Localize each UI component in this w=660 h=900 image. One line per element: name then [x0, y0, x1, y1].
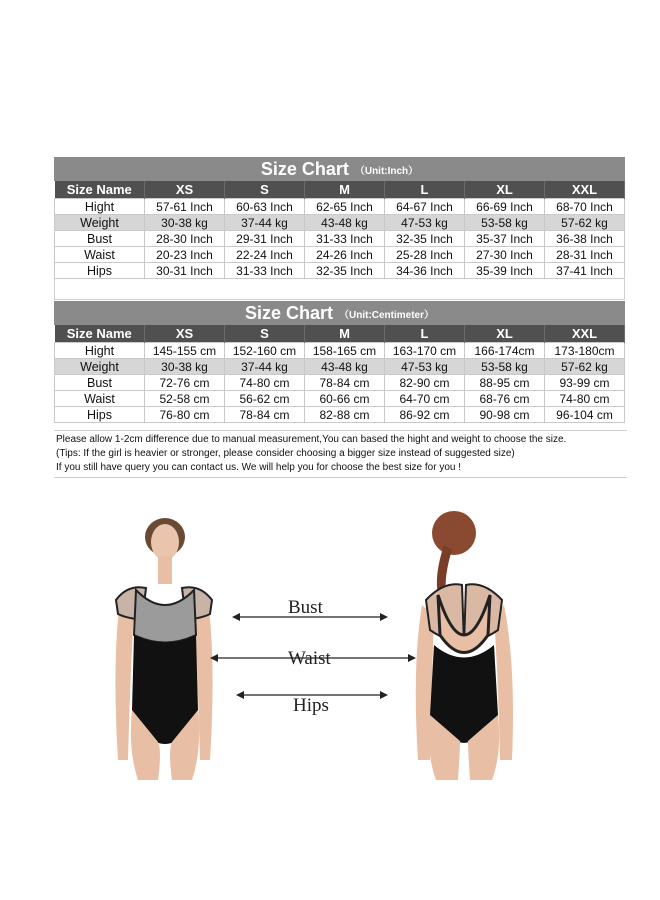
table-row: [55, 343, 625, 359]
header-s: S: [225, 181, 305, 199]
table-cell: 60-66 cm: [305, 391, 385, 407]
row-label: Waist: [55, 391, 145, 407]
table-cell: 32-35 Inch: [305, 263, 385, 279]
size-notes: [54, 430, 627, 478]
row-label: Hight: [55, 199, 145, 215]
table-cell: 28-30 Inch: [145, 231, 225, 247]
table-row: [55, 215, 625, 231]
header-l: L: [385, 325, 465, 343]
bust-arrow: [232, 612, 388, 622]
table-cell: 152-160 cm: [225, 343, 305, 359]
table-cell: 36-38 Inch: [545, 231, 625, 247]
header-xl: XL: [465, 325, 545, 343]
table-cell: 57-61 Inch: [145, 199, 225, 215]
back-model-figure: [404, 505, 524, 780]
table-cell: 37-41 Inch: [545, 263, 625, 279]
bust-label: Bust: [288, 597, 323, 618]
note-measurement: Please allow 1-2cm difference due to manual measurement,You can based the hight and weight to choose the size.: [56, 434, 567, 445]
table-cell: 96-104 cm: [545, 407, 625, 423]
table-row: [55, 375, 625, 391]
table-cell: 37-44 kg: [225, 215, 305, 231]
waist-label: Waist: [288, 648, 331, 669]
table-cell: 173-180cm: [545, 343, 625, 359]
table-cell: 32-35 Inch: [385, 231, 465, 247]
table-cell: 30-31 Inch: [145, 263, 225, 279]
table-cell: 27-30 Inch: [465, 247, 545, 263]
row-label: Hight: [55, 343, 145, 359]
table-row: [55, 391, 625, 407]
table-cell: 82-90 cm: [385, 375, 465, 391]
table-cell: 28-31 Inch: [545, 247, 625, 263]
table-cell: 68-76 cm: [465, 391, 545, 407]
chart-divider: [54, 276, 625, 300]
table-cell: 64-67 Inch: [385, 199, 465, 215]
table-cell: 20-23 Inch: [145, 247, 225, 263]
table-cell: 88-95 cm: [465, 375, 545, 391]
table-cell: 29-31 Inch: [225, 231, 305, 247]
table-cell: 43-48 kg: [305, 359, 385, 375]
table-row: [55, 359, 625, 375]
table-cell: 74-80 cm: [545, 391, 625, 407]
table-cell: 53-58 kg: [465, 215, 545, 231]
table-cell: 90-98 cm: [465, 407, 545, 423]
header-xs: XS: [145, 325, 225, 343]
table-cell: 76-80 cm: [145, 407, 225, 423]
header-xxl: XXL: [545, 181, 625, 199]
table-row: [55, 199, 625, 215]
header-m: M: [305, 181, 385, 199]
header-size-name: Size Name: [55, 181, 145, 199]
header-xxl: XXL: [545, 325, 625, 343]
cm-chart-title: Size Chart: [244, 302, 333, 323]
cm-size-chart: [54, 301, 625, 423]
inch-chart-title: Size Chart: [260, 158, 349, 179]
table-cell: 35-37 Inch: [465, 231, 545, 247]
row-label: Weight: [55, 215, 145, 231]
table-cell: 25-28 Inch: [385, 247, 465, 263]
table-cell: 145-155 cm: [145, 343, 225, 359]
table-cell: 82-88 cm: [305, 407, 385, 423]
table-cell: 30-38 kg: [145, 359, 225, 375]
table-cell: 30-38 kg: [145, 215, 225, 231]
row-label: Bust: [55, 231, 145, 247]
table-cell: 93-99 cm: [545, 375, 625, 391]
cm-size-table: [54, 325, 625, 423]
row-label: Weight: [55, 359, 145, 375]
table-cell: 47-53 kg: [385, 215, 465, 231]
table-cell: 57-62 kg: [545, 359, 625, 375]
table-cell: 62-65 Inch: [305, 199, 385, 215]
table-cell: 31-33 Inch: [305, 231, 385, 247]
inch-size-table: [54, 181, 625, 279]
row-label: Hips: [55, 407, 145, 423]
table-row: [55, 231, 625, 247]
table-cell: 78-84 cm: [305, 375, 385, 391]
row-label: Hips: [55, 263, 145, 279]
waist-arrow: [210, 653, 416, 663]
table-cell: 72-76 cm: [145, 375, 225, 391]
header-s: S: [225, 325, 305, 343]
table-cell: 74-80 cm: [225, 375, 305, 391]
table-cell: 158-165 cm: [305, 343, 385, 359]
table-cell: 86-92 cm: [385, 407, 465, 423]
table-row: [55, 407, 625, 423]
row-label: Waist: [55, 247, 145, 263]
table-cell: 56-62 cm: [225, 391, 305, 407]
table-cell: 47-53 kg: [385, 359, 465, 375]
table-cell: 60-63 Inch: [225, 199, 305, 215]
header-l: L: [385, 181, 465, 199]
hips-arrow: [236, 690, 388, 700]
note-tips: (Tips: If the girl is heavier or stronger, please consider choosing a bigger size instead of suggested size): [56, 448, 515, 459]
table-cell: 64-70 cm: [385, 391, 465, 407]
table-row: [55, 247, 625, 263]
table-cell: 22-24 Inch: [225, 247, 305, 263]
table-cell: 68-70 Inch: [545, 199, 625, 215]
hips-label: Hips: [293, 695, 329, 716]
table-cell: 163-170 cm: [385, 343, 465, 359]
table-cell: 166-174cm: [465, 343, 545, 359]
cm-chart-title-bar: [54, 301, 625, 325]
cm-header-row: [55, 325, 625, 343]
table-cell: 52-58 cm: [145, 391, 225, 407]
table-cell: 31-33 Inch: [225, 263, 305, 279]
row-label: Bust: [55, 375, 145, 391]
table-cell: 66-69 Inch: [465, 199, 545, 215]
table-cell: 53-58 kg: [465, 359, 545, 375]
inch-header-row: [55, 181, 625, 199]
header-xs: XS: [145, 181, 225, 199]
table-cell: 57-62 kg: [545, 215, 625, 231]
table-cell: 78-84 cm: [225, 407, 305, 423]
cm-chart-unit: （Unit:Centimeter）: [339, 309, 435, 321]
front-model-figure: [108, 510, 220, 780]
note-contact: If you still have query you can contact us. We will help you for choose the best size for you !: [56, 462, 462, 473]
table-cell: 43-48 kg: [305, 215, 385, 231]
table-cell: 35-39 Inch: [465, 263, 545, 279]
table-cell: 37-44 kg: [225, 359, 305, 375]
table-cell: 34-36 Inch: [385, 263, 465, 279]
inch-chart-title-bar: [54, 157, 625, 181]
header-m: M: [305, 325, 385, 343]
table-cell: 24-26 Inch: [305, 247, 385, 263]
header-xl: XL: [465, 181, 545, 199]
inch-size-chart: [54, 157, 625, 279]
header-size-name: Size Name: [55, 325, 145, 343]
inch-chart-unit: （Unit:Inch）: [354, 165, 419, 177]
